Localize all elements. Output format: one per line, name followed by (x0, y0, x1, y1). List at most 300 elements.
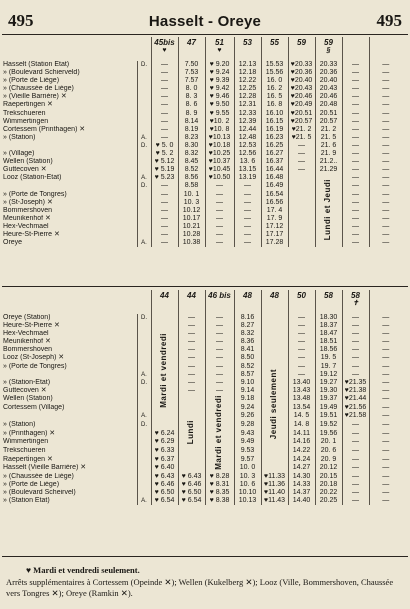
timetable-row (2, 77, 402, 85)
time-cell: — (369, 207, 402, 215)
station-name: » (Porte de Tongres) (3, 190, 67, 198)
time-cell: 20.43 (315, 85, 342, 93)
time-cell: — (342, 69, 369, 77)
station-name: » (Village) (3, 150, 35, 158)
service-day-label (315, 174, 342, 247)
time-cell: ♥10.50 (205, 174, 234, 182)
time-cell: — (342, 363, 369, 371)
time-cell: — (369, 150, 402, 158)
timetable-row (2, 497, 402, 505)
time-cell: 8.32 (234, 330, 261, 338)
time-cell: 20.18 (315, 481, 342, 489)
time-cell: ♥ 5.12 (151, 158, 178, 166)
arr-dep-marker (137, 231, 151, 239)
time-cell: — (205, 371, 234, 379)
time-cell: 12.53 (234, 142, 261, 150)
train-number-label: 58 (324, 291, 333, 300)
timetable-row (2, 371, 402, 379)
time-cell: — (342, 110, 369, 118)
time-cell: — (342, 61, 369, 69)
time-cell: 9.49 (234, 438, 261, 447)
station-name: » (Vieille Barrière) ✕ (3, 93, 67, 101)
arr-dep-marker (137, 489, 151, 497)
train-number (288, 290, 315, 314)
time-cell: 12.22 (234, 77, 261, 85)
timetable-row (2, 322, 402, 330)
train-symbol: ♥ (162, 47, 167, 55)
station-name: Wellen (Station) (3, 158, 53, 166)
station-name: Heure-St-Pierre ✕ (3, 322, 60, 330)
time-cell: 17. 9 (261, 215, 288, 223)
train-number (369, 37, 402, 61)
service-day-label (178, 395, 205, 473)
arr-dep-marker (137, 93, 151, 101)
time-cell: — (178, 354, 205, 362)
time-cell: — (342, 330, 369, 338)
time-cell: 17.17 (261, 231, 288, 239)
service-day-label (151, 314, 178, 430)
time-cell: ♥11.43 (261, 497, 288, 505)
time-cell: — (288, 158, 315, 166)
time-cell: — (369, 395, 402, 404)
time-cell: — (369, 346, 402, 354)
time-cell: 14.33 (288, 481, 315, 489)
station-name: » (Porte de Tongres) (3, 362, 67, 370)
time-cell: 16. 5 (261, 93, 288, 101)
time-cell: — (205, 191, 234, 199)
arr-dep-marker (137, 223, 151, 231)
time-cell: ♥20.40 (288, 77, 315, 85)
service-day-text: Lundi (186, 420, 196, 445)
time-cell: — (342, 101, 369, 109)
time-cell: 17. 4 (261, 207, 288, 215)
station-name: Bommershoven (3, 346, 53, 354)
time-cell: 10. 0 (234, 464, 261, 473)
footnote-heart: ♥ Mardi et vendredi seulement. (26, 565, 140, 575)
time-cell: 10.13 (234, 497, 261, 505)
header-blank (2, 37, 151, 61)
service-day-text: Mardi et vendredi (214, 394, 224, 470)
time-cell: — (205, 182, 234, 190)
timetable-row (2, 101, 402, 109)
time-cell: — (178, 322, 205, 330)
station-name: » (Station Etat) (3, 497, 50, 505)
time-cell: 13. 6 (234, 158, 261, 166)
time-cell: — (205, 215, 234, 223)
time-cell: — (369, 142, 402, 150)
time-cell: — (234, 239, 261, 247)
time-cell: 21. 6 (315, 142, 342, 150)
train-symbol: § (326, 47, 331, 55)
time-cell: — (369, 322, 402, 330)
time-cell: ♥ 9.42 (205, 85, 234, 93)
time-cell: 10.12 (178, 207, 205, 215)
arr-dep-marker (137, 447, 151, 456)
station-name: » (Printhagen) ✕ (3, 429, 56, 437)
time-cell: 20.36 (315, 69, 342, 77)
arr-dep-marker: A. (137, 239, 151, 247)
time-cell: — (151, 77, 178, 85)
time-cell: — (369, 412, 402, 421)
time-cell: 13.19 (234, 174, 261, 182)
time-cell: 16.15 (261, 118, 288, 126)
time-cell: — (178, 346, 205, 354)
time-cell: — (342, 77, 369, 85)
time-cell (288, 199, 315, 207)
time-cell: ♥ 6.50 (151, 489, 178, 497)
timetable-row (2, 93, 402, 101)
time-cell: — (369, 330, 402, 338)
arr-dep-marker (137, 118, 151, 126)
time-cell: — (342, 126, 369, 134)
time-cell: — (151, 134, 178, 142)
station-name: » (Chaussée de Liége) (3, 85, 74, 93)
time-cell: 19.27 (315, 379, 342, 387)
time-cell: — (342, 231, 369, 239)
time-cell: — (234, 231, 261, 239)
time-cell: — (369, 118, 402, 126)
time-cell: — (205, 338, 234, 346)
arr-dep-marker (137, 215, 151, 223)
timetable-row (2, 110, 402, 118)
train-number (261, 290, 288, 314)
time-cell: ♥ 6.33 (151, 447, 178, 456)
time-cell: 9.43 (234, 430, 261, 439)
time-cell (261, 330, 288, 338)
service-day-label (205, 395, 234, 473)
time-cell: ♥21.56 (342, 404, 369, 413)
train-number-label: 46 bis (208, 291, 231, 300)
timetable-row (2, 223, 402, 231)
time-cell: — (369, 404, 402, 413)
time-cell (261, 322, 288, 330)
footer-rule (2, 556, 408, 557)
time-cell: — (369, 77, 402, 85)
time-cell (288, 174, 315, 182)
time-cell: ♥ 8.35 (205, 489, 234, 497)
time-cell: ♥ 6.37 (151, 455, 178, 464)
time-cell (261, 314, 288, 322)
time-cell: 9.53 (234, 447, 261, 456)
time-cell: 14.16 (288, 438, 315, 447)
time-cell: ♥ 6.54 (151, 497, 178, 505)
time-cell: 7.53 (178, 69, 205, 77)
time-cell: ♥ 6.43 (151, 473, 178, 481)
timetable-oreye-hasselt (2, 290, 402, 505)
time-cell (288, 223, 315, 231)
time-cell: ♥20.33 (288, 61, 315, 69)
time-cell: ♥10. 8 (205, 126, 234, 134)
time-cell: 16. 0 (261, 77, 288, 85)
time-cell: 8.57 (234, 371, 261, 379)
time-cell: — (178, 387, 205, 395)
time-cell: — (342, 464, 369, 473)
arr-dep-marker: D. (137, 182, 151, 190)
time-cell: — (369, 464, 402, 473)
time-cell: 16.25 (261, 142, 288, 150)
station-name: Raepertingen ✕ (3, 101, 53, 109)
arr-dep-marker (137, 387, 151, 395)
time-cell: 10.28 (178, 231, 205, 239)
time-cell: — (288, 314, 315, 322)
train-number-label: 55 (270, 38, 279, 47)
time-cell: — (342, 455, 369, 464)
time-cell: ♥21.38 (342, 387, 369, 395)
time-cell: 8.14 (178, 118, 205, 126)
time-cell: ♥ 9.20 (205, 61, 234, 69)
time-cell: 12.28 (234, 93, 261, 101)
time-cell: — (178, 314, 205, 322)
time-cell: 19. 5 (315, 354, 342, 362)
station-name: Oreye (Station) (3, 314, 51, 321)
time-cell: ♥20.43 (288, 85, 315, 93)
train-number (234, 37, 261, 61)
timetable-row (2, 363, 402, 371)
time-cell: 12.44 (234, 126, 261, 134)
timetable-row (2, 481, 402, 489)
arr-dep-marker (137, 77, 151, 85)
train-number (342, 37, 369, 61)
train-number-label: 59 (324, 38, 333, 47)
time-cell: — (369, 223, 402, 231)
time-cell: — (369, 379, 402, 387)
time-cell: ♥ 9.55 (205, 110, 234, 118)
timetable-row (2, 174, 402, 182)
time-cell: ♥ 6.54 (178, 497, 205, 505)
time-cell: — (342, 215, 369, 223)
timetable-row (2, 182, 402, 190)
time-cell: — (151, 182, 178, 190)
time-cell: — (369, 158, 402, 166)
arr-dep-marker: D. (137, 142, 151, 150)
station-name: Meunikenhof ✕ (3, 214, 51, 222)
time-cell: 21. 5 (315, 134, 342, 142)
train-number-label: 59 (297, 38, 306, 47)
arr-dep-marker (137, 363, 151, 371)
arr-dep-marker (137, 430, 151, 439)
time-cell: 16.49 (261, 182, 288, 190)
time-cell: ♥ 6.50 (178, 489, 205, 497)
time-cell: — (342, 207, 369, 215)
time-cell: 12.48 (234, 134, 261, 142)
time-cell: — (369, 338, 402, 346)
arr-dep-marker (137, 346, 151, 354)
station-name: Raepertingen ✕ (3, 455, 53, 463)
time-cell: — (342, 430, 369, 439)
time-cell: ♥10.18 (205, 142, 234, 150)
train-number-label: 58 (351, 291, 360, 300)
time-cell: — (342, 338, 369, 346)
time-cell: — (151, 93, 178, 101)
time-cell: — (342, 421, 369, 430)
time-cell: — (205, 346, 234, 354)
arr-dep-marker (137, 150, 151, 158)
time-cell: ♥21.35 (342, 379, 369, 387)
time-cell: 12.39 (234, 118, 261, 126)
time-cell: 20.57 (315, 118, 342, 126)
train-number-label: 50 (297, 291, 306, 300)
station-name: Wimmertingen (3, 438, 49, 446)
time-cell: — (342, 142, 369, 150)
time-cell: — (234, 199, 261, 207)
time-cell: — (342, 371, 369, 379)
train-number (205, 37, 234, 61)
timetable-row (2, 489, 402, 497)
time-cell: 16.27 (261, 150, 288, 158)
arr-dep-marker (137, 199, 151, 207)
time-cell: 20.33 (315, 61, 342, 69)
time-cell: — (369, 69, 402, 77)
time-cell: 8. 9 (178, 110, 205, 118)
time-cell: — (342, 191, 369, 199)
time-cell: 19.49 (315, 404, 342, 413)
timetable-row (2, 379, 402, 387)
arr-dep-marker (137, 101, 151, 109)
time-cell: 20.15 (315, 473, 342, 481)
time-cell: 9.10 (234, 379, 261, 387)
time-cell: 10.21 (178, 223, 205, 231)
time-cell: 20.51 (315, 110, 342, 118)
time-cell: 19.51 (315, 412, 342, 421)
time-cell: 14.27 (288, 464, 315, 473)
time-cell: — (342, 239, 369, 247)
time-cell: — (288, 354, 315, 362)
time-cell: — (342, 223, 369, 231)
time-cell: — (151, 69, 178, 77)
time-cell: — (151, 199, 178, 207)
time-cell: 14.37 (288, 489, 315, 497)
time-cell: — (288, 330, 315, 338)
train-number-label: 51 (215, 38, 224, 47)
train-number (261, 37, 288, 61)
train-number (151, 37, 178, 61)
time-cell: — (369, 438, 402, 447)
arr-dep-marker (137, 191, 151, 199)
time-cell: 16. 8 (261, 101, 288, 109)
time-cell: — (369, 231, 402, 239)
time-cell: — (342, 497, 369, 505)
arr-dep-marker (137, 85, 151, 93)
time-cell: — (342, 174, 369, 182)
time-cell: 16. 2 (261, 85, 288, 93)
timetable-row (2, 215, 402, 223)
train-number (151, 290, 178, 314)
time-cell: 10. 6 (234, 481, 261, 489)
arr-dep-marker (137, 395, 151, 404)
time-cell: 18.30 (315, 314, 342, 322)
train-number (315, 37, 342, 61)
station-name: » (Porte de Liége) (3, 480, 60, 488)
station-name: Trekschueren (3, 109, 46, 117)
time-cell: 12.25 (234, 85, 261, 93)
station-name: Looz (Station-Etat) (3, 174, 62, 182)
time-cell: ♥ 6.46 (151, 481, 178, 489)
time-cell: — (342, 199, 369, 207)
time-cell: 20.12 (315, 464, 342, 473)
station-name: Hasselt (Station Etat) (3, 61, 70, 68)
arr-dep-marker: D. (137, 314, 151, 322)
time-cell: 14.40 (288, 497, 315, 505)
arr-dep-marker (137, 322, 151, 330)
time-cell: — (234, 215, 261, 223)
train-number-label: 45bis (154, 38, 175, 47)
time-cell: 8.52 (178, 166, 205, 174)
time-cell: — (342, 118, 369, 126)
time-cell: — (205, 387, 234, 395)
time-cell: — (205, 199, 234, 207)
time-cell (288, 231, 315, 239)
timetable-row (2, 207, 402, 215)
timetable-row (2, 126, 402, 134)
time-cell: ♥ 9.46 (205, 93, 234, 101)
service-day-label (261, 338, 288, 473)
time-cell: ♥20.36 (288, 69, 315, 77)
train-number-label: 44 (160, 291, 169, 300)
time-cell: — (369, 61, 402, 69)
time-cell: — (205, 354, 234, 362)
time-cell: — (288, 142, 315, 150)
time-cell: — (369, 101, 402, 109)
arr-dep-marker (137, 110, 151, 118)
time-cell: 20.48 (315, 101, 342, 109)
section-rule (2, 286, 408, 287)
time-cell: 12.33 (234, 110, 261, 118)
time-cell: ♥21.44 (342, 395, 369, 404)
arr-dep-marker (137, 438, 151, 447)
train-number (342, 290, 369, 314)
time-cell: 19.52 (315, 421, 342, 430)
arr-dep-marker: D. (137, 421, 151, 430)
arr-dep-marker (137, 464, 151, 473)
time-cell: 8.30 (178, 142, 205, 150)
station-name: » (Porte de Liége) (3, 77, 60, 85)
time-cell: 7.50 (178, 61, 205, 69)
timetable-row (2, 69, 402, 77)
time-cell: 21. 2 (315, 126, 342, 134)
time-cell: 8.19 (178, 126, 205, 134)
time-cell: — (205, 231, 234, 239)
time-cell: 8.45 (178, 158, 205, 166)
time-cell: ♥ 8.31 (205, 481, 234, 489)
station-name: » (Boulevard Scheirvel) (3, 488, 76, 496)
station-name: Heure-St-Pierre ✕ (3, 230, 60, 238)
time-cell: — (205, 223, 234, 231)
arr-dep-marker: A. (137, 174, 151, 182)
time-cell: 10. 3 (234, 473, 261, 481)
time-cell: 20.22 (315, 489, 342, 497)
timetable-row (2, 158, 402, 166)
time-cell: 8.52 (234, 363, 261, 371)
timetable-row (2, 134, 402, 142)
time-cell: ♥ 9.24 (205, 69, 234, 77)
station-name (2, 182, 137, 190)
time-cell: 18.37 (315, 322, 342, 330)
time-cell: — (369, 215, 402, 223)
station-name: » (Chaussée de Liége) (3, 472, 74, 480)
time-cell: — (342, 354, 369, 362)
time-cell: — (369, 481, 402, 489)
time-cell: 8.41 (234, 346, 261, 354)
time-cell: — (369, 421, 402, 430)
time-cell: — (151, 110, 178, 118)
timetable-row (2, 150, 402, 158)
time-cell: — (369, 314, 402, 322)
station-name: Hex-Vechmael (3, 330, 49, 338)
time-cell: 16.37 (261, 158, 288, 166)
arr-dep-marker: A. (137, 497, 151, 505)
time-cell: — (342, 134, 369, 142)
time-cell: ♥11.40 (261, 489, 288, 497)
